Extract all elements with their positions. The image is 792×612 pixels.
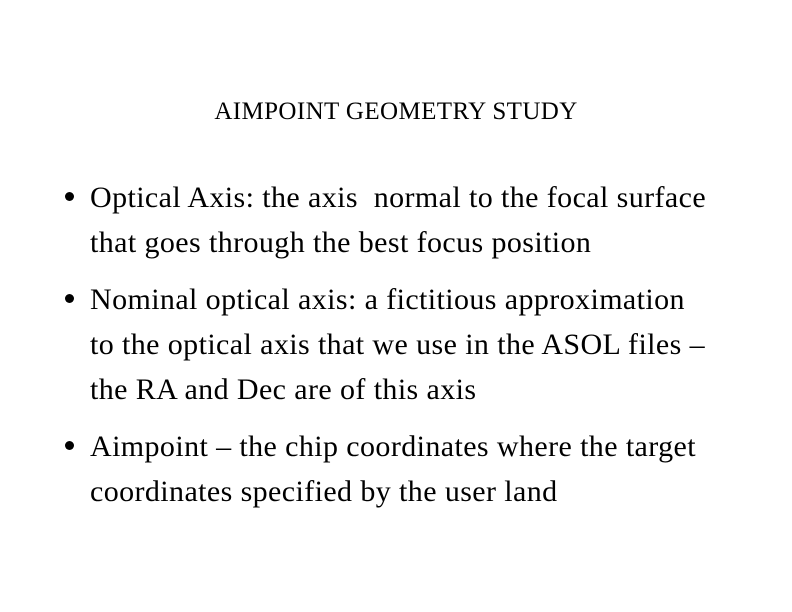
bullet-icon (65, 192, 74, 201)
bullet-item (90, 175, 760, 265)
bullet-line: coordinates specified by the user land (90, 475, 558, 508)
bullet-list (90, 175, 760, 514)
bullet-line: Optical Axis: the axis normal to the focal surface (90, 181, 707, 214)
bullet-line: to the optical axis that we use in the ASOL files – (90, 328, 706, 361)
bullet-line: the RA and Dec are of this axis (90, 373, 477, 406)
slide-title: AIMPOINT GEOMETRY STUDY (214, 98, 578, 125)
bullet-line: that goes through the best focus position (90, 226, 592, 259)
bullet-line: Nominal optical axis: a fictitious approximation (90, 283, 685, 316)
bullet-item (90, 277, 760, 412)
bullet-icon (65, 294, 74, 303)
bullet-icon (65, 441, 74, 450)
bullet-item (90, 424, 760, 514)
bullet-line: Aimpoint – the chip coordinates where the target (90, 430, 696, 463)
